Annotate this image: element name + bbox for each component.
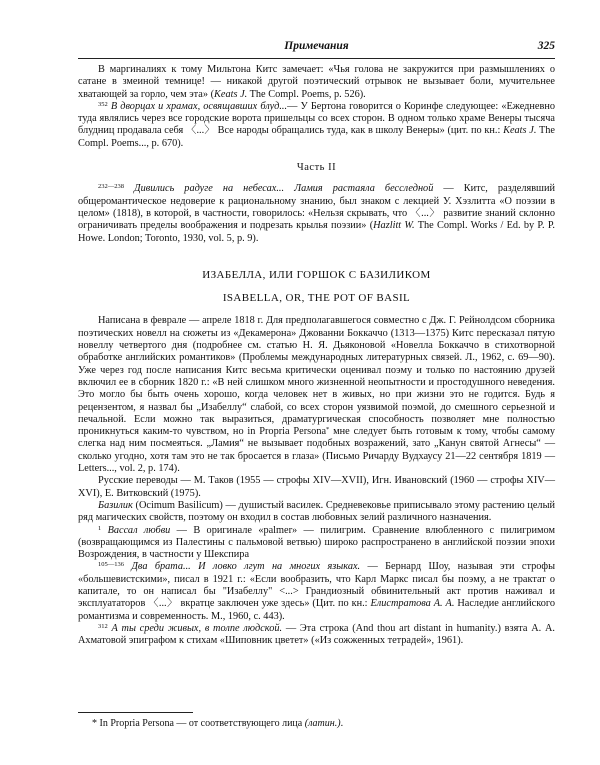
paragraph-milton: В маргиналиях к тому Мильтона Китс замечает: «Чья голова не закружится при размышлениях о сатане в змеиной темнице! — никакой другой поэтический отрывок не вызывает боли, мучительнее хватающей за горло, чем эта» (Keats J. The Compl. Poems, p. 526).: [78, 64, 555, 100]
note-lemma: Два брата... И ловко лгут на многих языках.: [131, 561, 361, 573]
note-312: $^{312}$ А ты среди живых, в толпе людской. — Эта строка (And thou art distant in humanity.) взята А. А. Ахматовой эпиграфом к стихам «Шиповник цветет» («Из сожженных тетрадей», 1961).: [78, 622, 555, 647]
page-number: 325: [537, 40, 555, 52]
note-352: $^{352}$ В дворцах и храмах, освящавших блуд...— У Бертона говорится о Коринфе следующее: «Ежедневно туда являлись через все городские ворота пришельцы со всех сторон. В одном только храме Венеры тысяча блудниц продавала себя 〈...〉 Все народы обращались туда, как в школу Венеры» (цит. по кн.: Keats J. The Compl. Poems..., p. 670).: [78, 100, 556, 149]
footnote-rule: [78, 712, 193, 713]
note-number: 1: [98, 524, 102, 532]
paragraph-basil: Базилик (Ocimum Basilicum) — душистый василек. Средневековье приписывало этому растению целый ряд магических свойств, поэтому он входил в состав любовных зелий различного назначения.: [78, 499, 555, 524]
note-lemma: А ты среди живых, в толпе людской.: [111, 622, 283, 634]
footnote: * In Propria Persona — от соответствующего лица (латин.).: [92, 718, 344, 729]
footnote-marker: *: [92, 718, 97, 729]
paragraph-translations: Русские переводы — М. Таков (1955 — строфы XIV—XVII), Игн. Ивановский (1960 — строфы XIV—XVI), Е. Витковский (1975).: [78, 475, 555, 499]
note-lemma: Дивились радуге на небесах... Ламия растаяла бесследной: [134, 183, 434, 195]
note-105-136: $^{105—136}$ Два брата... И ловко лгут на многих языках. — Бернард Шоу, называя эти строфы «большевистскими», писал в 1921 г.: «Если вообразить, что Карл Маркс писал бы поэму, а не трактат о капитале, то он написал бы "Изабеллу" <...> Грандиозный обвинительный акт против наживал и эксплуататоров 〈...〉 вкратце заключен уже здесь» (Цит. по кн.: Елистратова А. А. Наследие английского романтизма и современность. М., 1960, с. 443).: [78, 561, 556, 622]
note-232-238: $^{232—238}$ Дивились радуге на небесах... Ламия растаяла бесследной — Китс, разделявший общеромантическое недоверие к рациональному знанию, был знаком с лекцией У. Хэзлитта «О поэзии в целом» (1818), в которой, в частности, говорилось: «Нельзя скрывать, что 〈...〉 развитие знаний склонно ограничивать пределы воображения и подрезать крылья поэзии» (Hazlitt W. The Compl. Works / Ed. by P. P. Howe. London; Toronto, 1930, vol. 5, p. 9).: [78, 183, 556, 244]
note-lemma: Базилик: [98, 499, 133, 511]
note-lemma: В дворцах и храмах, освящавших блуд...: [110, 100, 288, 112]
page-header-title: Примечания: [284, 40, 349, 52]
note-number: 312: [98, 622, 108, 630]
note-lemma: Вассал любви: [107, 524, 171, 536]
note-number: 352: [98, 100, 108, 108]
footnote-marker: *: [326, 426, 330, 434]
note-1: $^1$ Вассал любви — В оригинале «palmer» — пилигрим. Сравнение влюбленного с пилигримом (возвращающимся из Палестины с пальмовой ветвью) широко распространено в английской поэзии эпохи Возрождения, в частности у Шекспира: [78, 524, 555, 561]
poem-title-russian: ИЗАБЕЛЛА, ИЛИ ГОРШОК С БАЗИЛИКОМ: [202, 268, 431, 281]
paragraph-written: Написана в феврале — апреле 1818 г. Для предполагавшегося совместно с Дж. Г. Рейнолдсом сборника поэтических новелл на сюжеты из «Декамерона» Джованни Боккаччо (1313—1375) Китс пересказал пятую новеллу четвертого дня (подробнее см. статью Н. Я. Дьяконовой «Новелла Боккаччо в стихотворной обработке английских романтиков» (Проблемы международных литературных связей. Л., 1962, с. 69—90). Уже через год после написания Китс весьма критически оценивал поэму и только по настоянию друзей включил ее в сборник 1820 г.: «В ней слишком много жизненной неопытности и простодушного неведения. Это могло бы быть очень хорошо, когда человек нет в живых, но при жизни это не годится. Будь я рецензентом, я назвал бы „Изабеллу“ слабой, со всех сторон уязвимой поэмой, до смешного серьезной и печальной. Если можно так выразиться, драматургическая способность позволяет мне полностью проникнуться каким-то чувством, но in Propria Persona* мне следует быть готовым к тому, чтобы самому слегка над ним посмеяться. „Ламия“ не вызывает подобных возражений, зато „Канун святой Агнесы“ — сколько угодно, хотя там это не так бросается в глаза» (Письмо Ричарду Вудхаусу 21—22 сентября 1819 — Letters..., vol. 2, p. 174).: [78, 315, 555, 475]
note-number: 105—136: [98, 561, 124, 569]
section-heading-part-2: Часть II: [296, 162, 337, 174]
notes-body: [78, 64, 555, 647]
note-number: 232—238: [98, 183, 124, 191]
poem-title-english: ISABELLA, OR, THE POT OF BASIL: [222, 292, 411, 305]
header-rule: [78, 58, 555, 59]
